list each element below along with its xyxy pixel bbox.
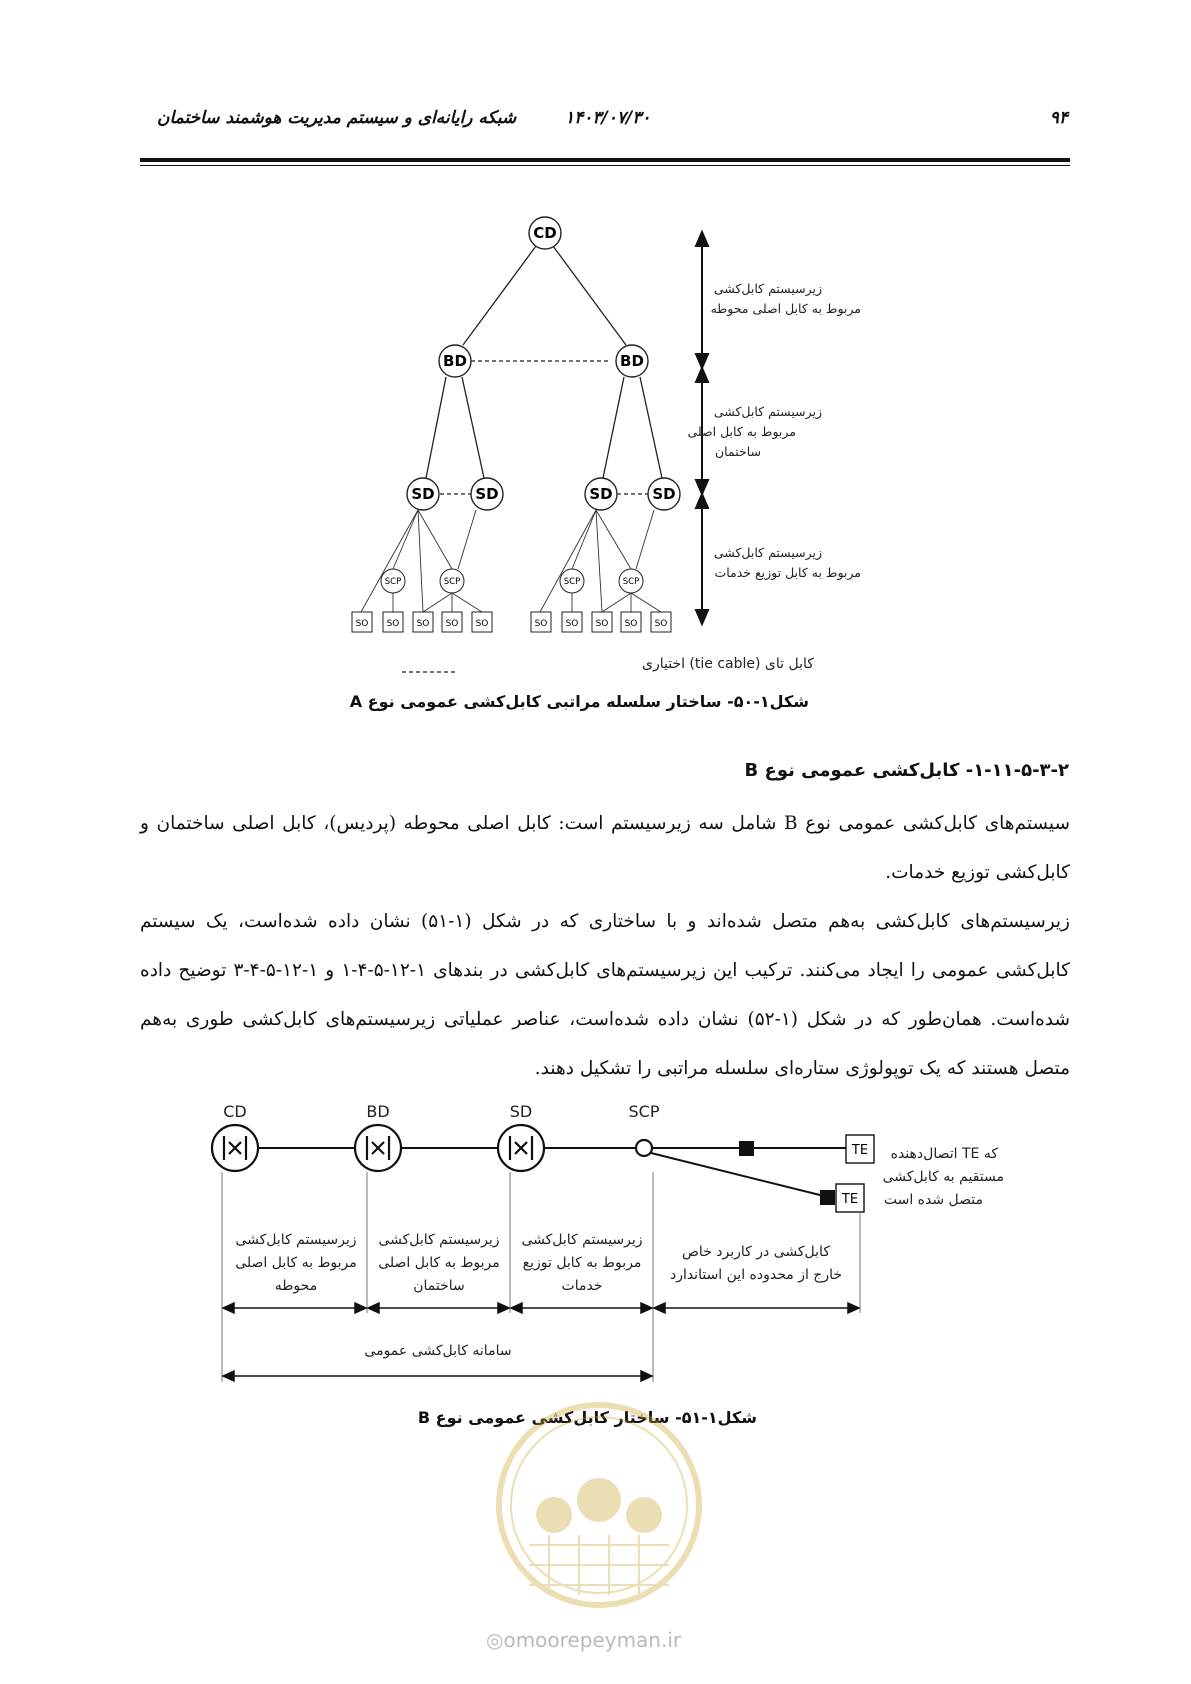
paragraph-2: زیرسیستم‌های کابل‌کشی به‌هم متصل شده‌اند و با ساختاری که در شکل (۱-۵۱) نشان داده شده‌است، یک سیستم کابل‌کشی عمومی را ایجاد می‌کنند. ترکیب این زیرسیستم‌های کابل‌کشی در بندهای ۱-۱۲-۵-۴-۱ و ۱-۱۲-۵-۴-۳ توضیح داده شده‌است. همان‌طور که در شکل (۱-۵۲) نشان داده شده‌است، عناصر عملیاتی زیرسیستم‌های کابل‌کشی طوری به‌هم متصل هستند که یک توپولوژی ستاره‌ای سلسله مراتبی را تشکیل دهند. bbox=[140, 911, 1071, 1079]
svg-text:مربوط به کابل توزیع خدمات: مربوط به کابل توزیع خدمات bbox=[714, 565, 861, 580]
svg-text:مربوط به کابل اصلی: مربوط به کابل اصلی bbox=[378, 1255, 500, 1271]
svg-text:ساختمان: ساختمان bbox=[715, 444, 761, 459]
connector-square bbox=[739, 1141, 754, 1156]
svg-text:SO: SO bbox=[565, 619, 579, 629]
figure-a-caption: شکل۱-۵۰- ساختار سلسله مراتبی کابل‌کشی عمومی نوع A bbox=[349, 692, 809, 711]
svg-text:SD: SD bbox=[652, 485, 676, 503]
watermark-logo bbox=[474, 1395, 724, 1615]
header-date: ۱۴۰۳/۰۷/۳۰ bbox=[565, 108, 651, 128]
segment-label-application bbox=[670, 1244, 842, 1283]
svg-text:SCP: SCP bbox=[563, 577, 581, 587]
svg-text:SCP: SCP bbox=[443, 577, 461, 587]
svg-text:BD: BD bbox=[443, 352, 467, 370]
svg-text:TE: TE bbox=[841, 1192, 859, 1207]
svg-text:BD: BD bbox=[620, 352, 644, 370]
figure-b-caption: شکل۱-۵۱- ساختار کابل‌کشی عمومی نوع B bbox=[417, 1408, 757, 1427]
svg-text:SD: SD bbox=[475, 485, 499, 503]
svg-text:مربوط به کابل اصلی: مربوط به کابل اصلی bbox=[687, 424, 796, 439]
general-cabling-label: سامانه کابل‌کشی عمومی bbox=[364, 1343, 512, 1359]
consolidation-point-symbol bbox=[636, 1140, 652, 1156]
legend-text: کابل تای (tie cable) اختیاری bbox=[642, 656, 814, 672]
svg-text:SO: SO bbox=[595, 619, 609, 629]
svg-text:SO: SO bbox=[534, 619, 548, 629]
svg-text:زیرسیستم کابل‌کشی: زیرسیستم کابل‌کشی bbox=[235, 1232, 357, 1248]
label-bd: BD bbox=[366, 1102, 390, 1121]
svg-text:SD: SD bbox=[589, 485, 613, 503]
svg-text:زیرسیستم کابل‌کشی: زیرسیستم کابل‌کشی bbox=[378, 1232, 500, 1248]
label-sd: SD bbox=[509, 1102, 533, 1121]
svg-text:محوطه: محوطه bbox=[274, 1278, 318, 1294]
distributor-cd-symbol bbox=[212, 1125, 258, 1171]
segment-label-distribution bbox=[521, 1232, 642, 1294]
svg-text:SD: SD bbox=[411, 485, 435, 503]
svg-text:SO: SO bbox=[475, 619, 489, 629]
svg-text:اتصال‌دهنده TE که: اتصال‌دهنده TE که bbox=[890, 1146, 998, 1162]
svg-text:خارج از محدوده این استاندارد: خارج از محدوده این استاندارد bbox=[669, 1267, 843, 1283]
distributor-sd-symbol bbox=[498, 1125, 544, 1171]
svg-text:SO: SO bbox=[416, 619, 430, 629]
svg-text:SCP: SCP bbox=[622, 577, 640, 587]
distributor-bd-symbol bbox=[355, 1125, 401, 1171]
section-heading: ۱-۱۱-۵-۳-۲- کابل‌کشی عمومی نوع B bbox=[744, 760, 1069, 781]
label-scp: SCP bbox=[628, 1102, 660, 1121]
svg-text:ساختمان: ساختمان bbox=[413, 1278, 465, 1294]
svg-text:زیرسیستم کابل‌کشی: زیرسیستم کابل‌کشی bbox=[713, 545, 822, 560]
svg-text:کابل‌کشی در کاربرد خاص: کابل‌کشی در کاربرد خاص bbox=[682, 1244, 830, 1260]
label-cd: CD bbox=[223, 1102, 247, 1121]
segment-label-building bbox=[378, 1232, 500, 1294]
te-box bbox=[836, 1184, 864, 1212]
svg-text:مربوط به کابل اصلی: مربوط به کابل اصلی bbox=[235, 1255, 357, 1271]
svg-text:SO: SO bbox=[386, 619, 400, 629]
te-box bbox=[846, 1135, 874, 1163]
svg-text:خدمات: خدمات bbox=[561, 1278, 603, 1294]
segment-label-campus bbox=[235, 1232, 357, 1294]
svg-text:متصل شده است: متصل شده است bbox=[883, 1192, 983, 1208]
watermark-text: ◎omoorepeyman.ir bbox=[486, 1628, 682, 1652]
te-description bbox=[883, 1146, 1004, 1208]
page-number: ۹۴ bbox=[1049, 108, 1068, 128]
svg-text:CD: CD bbox=[533, 224, 557, 242]
svg-text:مستقیم به کابل‌کشی: مستقیم به کابل‌کشی bbox=[882, 1169, 1004, 1185]
svg-text:SO: SO bbox=[654, 619, 668, 629]
svg-text:TE: TE bbox=[851, 1143, 869, 1158]
header-title: شبکه رایانه‌ای و سیستم مدیریت هوشمند ساختمان bbox=[157, 108, 517, 128]
svg-text:مربوط به کابل توزیع: مربوط به کابل توزیع bbox=[522, 1255, 642, 1271]
connector-square bbox=[820, 1190, 835, 1205]
svg-text:SO: SO bbox=[624, 619, 638, 629]
svg-text:زیرسیستم کابل‌کشی: زیرسیستم کابل‌کشی bbox=[713, 281, 822, 296]
svg-text:زیرسیستم کابل‌کشی: زیرسیستم کابل‌کشی bbox=[521, 1232, 643, 1248]
svg-text:SO: SO bbox=[445, 619, 459, 629]
svg-text:SCP: SCP bbox=[384, 577, 402, 587]
svg-text:مربوط به کابل اصلی محوطه: مربوط به کابل اصلی محوطه bbox=[710, 301, 861, 316]
svg-text:زیرسیستم کابل‌کشی: زیرسیستم کابل‌کشی bbox=[713, 404, 822, 419]
svg-text:SO: SO bbox=[355, 619, 369, 629]
paragraph-1: سیستم‌های کابل‌کشی عمومی نوع B شامل سه زیرسیستم است: کابل اصلی محوطه (پردیس)، کابل اصلی ساختمان و کابل‌کشی توزیع خدمات. bbox=[140, 813, 1070, 883]
